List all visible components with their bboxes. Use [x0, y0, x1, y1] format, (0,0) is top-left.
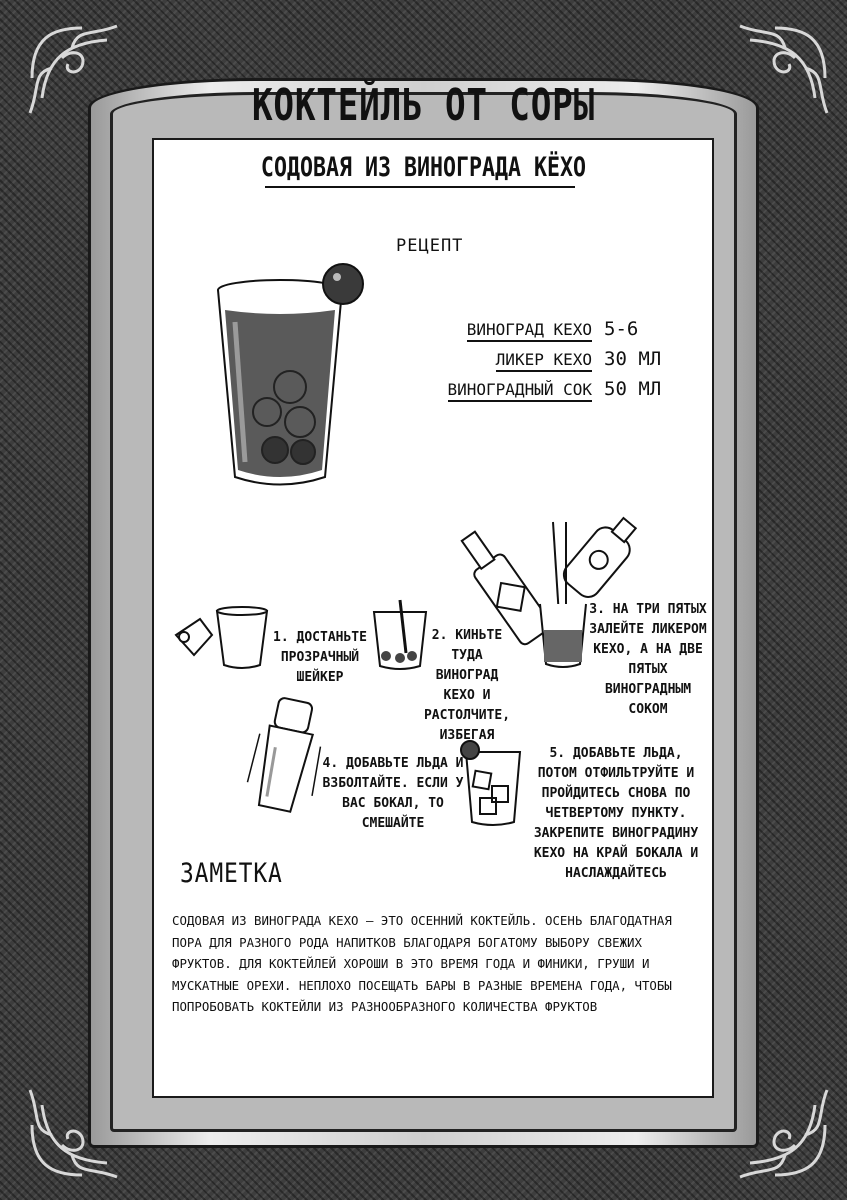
note-heading: ЗАМЕТКА: [180, 858, 283, 889]
ingredient-amount: 5-6: [604, 318, 639, 340]
finished-glass-illustration: [458, 738, 528, 828]
step-3: 3. НА ТРИ ПЯТЫХ ЗАЛЕЙТЕ ЛИКЕРОМ КЕХО, А НА ДВЕ ПЯТЫХ ВИНОГРАДНЫМ СОКОМ: [589, 602, 707, 717]
ingredients-list: [440, 318, 670, 408]
note-text: СОДОВАЯ ИЗ ВИНОГРАДА КЕХО – ЭТО ОСЕННИЙ КОКТЕЙЛЬ. ОСЕНЬ БЛАГОДАТНАЯ ПОРА ДЛЯ РАЗНОГО РОДА НАПИТКОВ БЛАГОДАРЯ БОГАТОМУ ВЫБОРУ СВЕЖИХ ФРУКТОВ. ДЛЯ КОКТЕЙЛЕЙ ХОРОШИ В ЭТО ВРЕМЯ ГОДА И ФИНИКИ, ГРУШИ И МУСКАТНЫЕ ОРЕХИ. НЕПЛОХО ПОСЕЩАТЬ БАРЫ В РАЗНЫЕ ВРЕМЕНА ГОДА, ЧТОБЫ ПОПРОБОВАТЬ КОКТЕЙЛИ ИЗ РАЗНООБРАЗНОГО КОЛИЧЕСТВА ФРУКТОВ: [172, 913, 672, 1014]
ingredient-row: [440, 378, 670, 406]
shaking-shaker-illustration: [248, 690, 328, 820]
step-5: 5. ДОБАВЬТЕ ЛЬДА, ПОТОМ ОТФИЛЬТРУЙТЕ И ПРОЙДИТЕСЬ СНОВА ПО ЧЕТВЕРТОМУ ПУНКТУ. ЗАКРЕПИТЕ ВИНОГРАДИНУ КЕХО НА КРАЙ БОКАЛА И НАСЛАЖДАЙТЕСЬ: [533, 746, 699, 881]
ingredient-name: ВИНОГРАД КЕХО: [467, 320, 592, 342]
step-2: 2. КИНЬТЕ ТУДА ВИНОГРАД КЕХО И РАСТОЛЧИТЕ, ИЗБЕГАЯ: [423, 628, 511, 743]
recipe-heading: РЕЦЕПТ: [396, 236, 464, 256]
cocktail-glass-illustration: [205, 262, 375, 502]
subtitle-underline: [265, 186, 575, 188]
ingredient-name: ВИНОГРАДНЫЙ СОК: [448, 380, 593, 402]
cocktail-name: СОДОВАЯ ИЗ ВИНОГРАДА КЁХО: [260, 152, 587, 183]
ingredient-amount: 50 МЛ: [604, 378, 662, 400]
ingredient-amount: 30 МЛ: [604, 348, 662, 370]
shaker-illustration: [172, 605, 272, 675]
muddler-glass-illustration: [370, 598, 430, 673]
ingredient-row: [440, 318, 670, 346]
step-4: 4. ДОБАВЬТЕ ЛЬДА И ВЗБОЛТАЙТЕ. ЕСЛИ У ВАС БОКАЛ, ТО СМЕШАЙТЕ: [322, 756, 464, 831]
step-1: 1. ДОСТАНЬТЕ ПРОЗРАЧНЫЙ ШЕЙКЕР: [273, 630, 367, 685]
ingredient-name: ЛИКЕР КЕХО: [496, 350, 592, 372]
ingredient-row: [440, 348, 670, 376]
page-title: КОКТЕЙЛЬ ОТ СОРЫ: [251, 80, 596, 131]
